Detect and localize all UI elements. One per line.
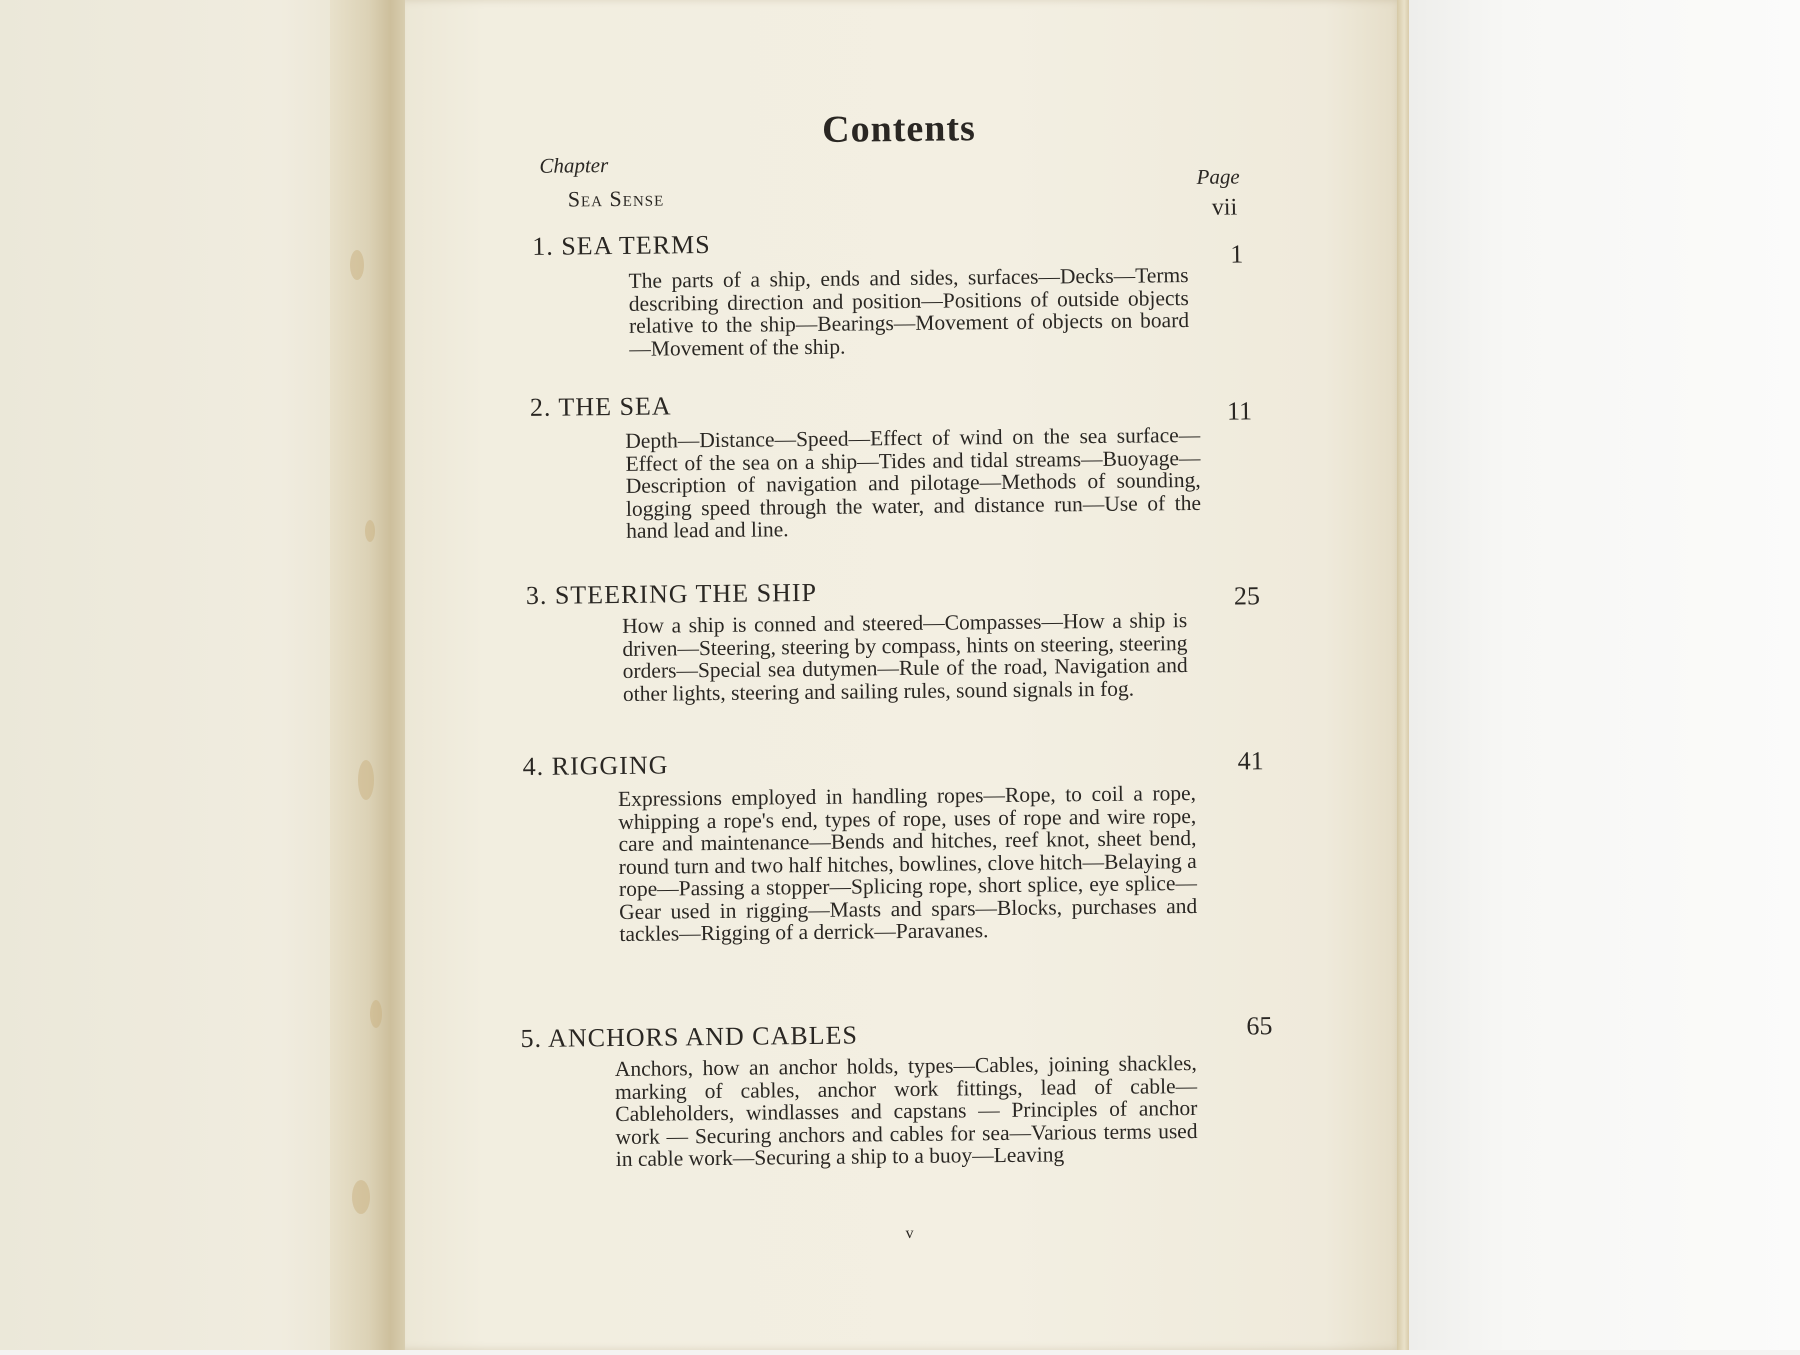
page-title: Contents xyxy=(821,107,977,151)
page-column-header: Page xyxy=(1196,164,1240,189)
chapter-page: 11 xyxy=(1226,396,1253,426)
chapter-heading: 5. ANCHORS AND CABLES xyxy=(520,1020,859,1054)
chapter-heading: 2. THE SEA xyxy=(529,391,672,422)
page-edge xyxy=(1397,0,1409,1350)
chapter-page: 41 xyxy=(1237,746,1264,776)
chapter-description: How a ship is conned and steered—Compasses—How a ship is driven—Steering, steering by compass, hints on steering, steering orders—Special sea dutymen—Rule of the road, Navigation and other lights, steering and sailing rules, sound signals in fog. xyxy=(622,608,1188,706)
chapter-page: 65 xyxy=(1246,1011,1273,1041)
chapter-description: Depth—Distance—Speed—Effect of wind on the sea surface—Effect of the sea on a ship—Tides and tidal streams—Buoyage—Description of navigation and pilotage—Methods of sounding, logging speed through the water, and distance run—Use of the hand lead and line. xyxy=(625,422,1202,543)
contents-block xyxy=(398,0,1412,1355)
chapter-heading: 1. SEA TERMS xyxy=(532,230,711,261)
chapter-column-header: Chapter xyxy=(539,153,609,178)
chapter-page: 25 xyxy=(1233,581,1261,611)
chapter-description: The parts of a ship, ends and sides, surfaces—Decks—Terms describing direction and position—Positions of outside objects relative to the ship—Bearings—Movement of objects on board—Movement of the ship. xyxy=(628,263,1190,361)
preface-page: vii xyxy=(1211,194,1238,221)
preface-title: Sea Sense xyxy=(567,185,665,212)
background-surface xyxy=(1380,0,1800,1350)
contents-page xyxy=(405,0,1405,1350)
page-folio: v xyxy=(905,1224,914,1243)
chapter-heading: 4. RIGGING xyxy=(522,750,669,782)
chapter-page: 1 xyxy=(1230,239,1244,269)
chapter-description: Expressions employed in handling ropes—Rope, to coil a rope, whipping a rope's end, types of rope, uses of rope and wire rope, care and maintenance—Bends and hitches, reef knot, sheet bend, round turn and two half hitches, bowlines, clove hitch—Belaying a rope—Passing a stopper—Splicing rope, short splice, eye splice—Gear used in rigging—Masts and spars—Blocks, purchases and tackles—Rigging of a derrick—Paravanes. xyxy=(617,780,1198,947)
chapter-heading: 3. STEERING THE SHIP xyxy=(525,577,818,610)
chapter-description: Anchors, how an anchor holds, types—Cables, joining shackles, marking of cables, anchor work fittings, lead of cable—Cableholders, windlasses and capstans — Principles of anchor work — Securing anchors and cables for sea—Various terms used in cable work—Securing a ship to a buoy—Leaving xyxy=(614,1050,1198,1172)
